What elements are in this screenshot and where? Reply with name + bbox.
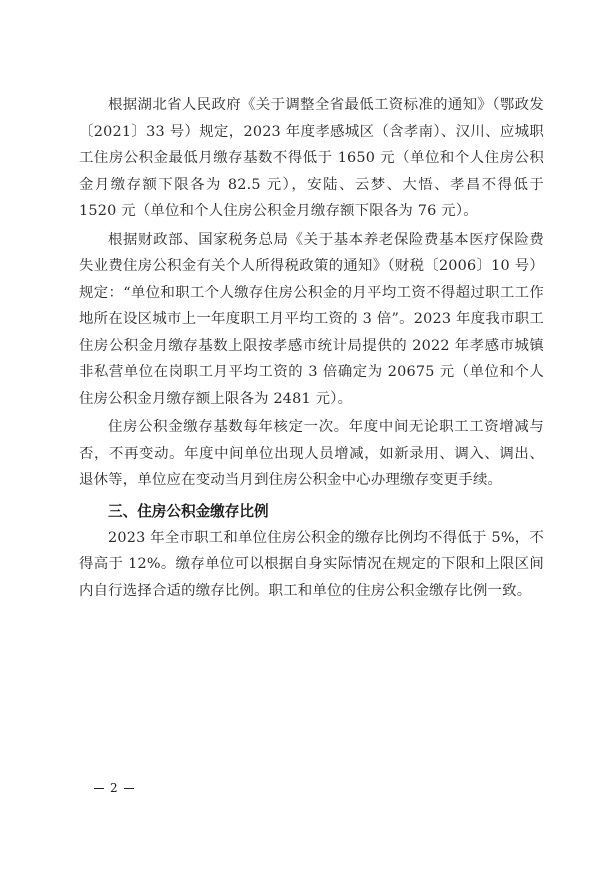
paragraph-maximum-base: 根据财政部、国家税务总局《关于基本养老保险费基本医疗保险费失业费住房公积金有关个人所得税政策的通知》（财税〔2006〕10 号）规定：“单位和职工个人缴存住房公积金的月平均工资不得超过职工工作地所在设区城市上一年度职工月平均工资的 3 倍”。2023 年度我市职工住房公积金月缴存基数上限按孝感市统计局提供的 2022 年孝感市城镇非私营单位在岗职工月平均工资的 3 倍确定为 20675 元（单位和个人住房公积金月缴存额上限各为 2481 元）。 bbox=[79, 231, 544, 407]
page-number-left-dash bbox=[94, 788, 104, 789]
paragraph-annual-verification: 住房公积金缴存基数每年核定一次。年度中间无论职工工资增减与否，不再变动。年度中间单位出现人员增减，如新录用、调入、调出、退休等，单位应在变动当月到住房公积金中心办理缴存变更手续。 bbox=[79, 419, 544, 488]
paragraph-minimum-base: 根据湖北省人民政府《关于调整全省最低工资标准的通知》（鄂政发〔2021〕33 号）规定，2023 年度孝感城区（含孝南）、汉川、应城职工住房公积金最低月缴存基数不得低于 1650 元（单位和个人住房公积金月缴存额下限各为 82.5 元），安陆、云梦、大悟、孝昌不得低于 1520 元（单位和个人住房公积金月缴存额下限各为 76 元）。 bbox=[79, 97, 544, 219]
section-heading-contribution-ratio: 三、住房公积金缴存比例 bbox=[108, 502, 269, 520]
document-body bbox=[79, 92, 544, 606]
paragraph-contribution-ratio: 2023 年全市职工和单位住房公积金的缴存比例均不得低于 5%，不得高于 12%。缴存单位可以根据自身实际情况在规定的下限和上限区间内自行选择合适的缴存比例。职工和单位的住房公积金缴存比例一致。 bbox=[79, 529, 544, 599]
page-number-right-dash bbox=[124, 788, 134, 789]
page-number: 2 bbox=[110, 781, 118, 795]
page-number-footer bbox=[88, 780, 140, 796]
